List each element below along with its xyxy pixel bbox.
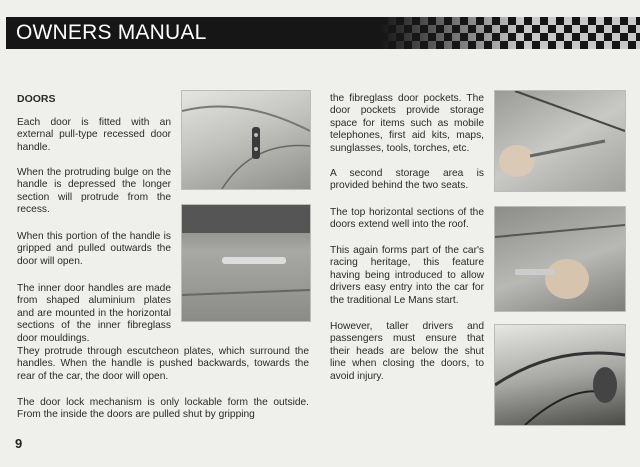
right-paragraph-4: This again forms part of the car's racing heritage, this feature having being introduced to allow drivers easy entry into the car for the traditional Le Mans start. xyxy=(330,245,484,306)
checkered-flag-pattern xyxy=(380,17,640,49)
left-paragraph-4-start: The inner door handles are made from shaped aluminium plates and are mounted in the horizontal sections of the inner fibreglass door mouldings. xyxy=(17,283,171,344)
right-paragraph-3: The top horizontal sections of the doors extend well into the roof. xyxy=(330,207,484,231)
right-paragraph-5: However, taller drivers and passengers must ensure that their heads are below the shut line when closing the doors, to avoid injury. xyxy=(330,321,484,382)
photo-door-pocket xyxy=(494,90,626,192)
photo-inner-door-handle xyxy=(181,204,311,322)
photo-exterior-door-handle xyxy=(181,90,311,190)
left-paragraph-1: Each door is fitted with an external pull-type recessed door handle. xyxy=(17,117,171,153)
right-paragraph-1: the fibreglass door pockets. The door pockets provide storage space for items such as mobile telephones, first aid kits, maps, sunglasses, tools, torches, etc. xyxy=(330,93,484,154)
page-number: 9 xyxy=(15,436,23,451)
header-bar xyxy=(6,17,640,49)
right-paragraph-2: A second storage area is provided behind the two seats. xyxy=(330,168,484,192)
page-title: OWNERS MANUAL xyxy=(16,21,207,44)
left-paragraph-5: They protrude through escutcheon plates, which surround the handles. When the handle is pushed backwards, towards the rear of the car, the door will open. xyxy=(17,346,309,382)
photo-open-door-roof xyxy=(494,324,626,426)
left-paragraph-6: The door lock mechanism is only lockable form the outside. From the inside the doors are pulled shut by gripping xyxy=(17,397,309,421)
photo-hand-on-handle xyxy=(494,206,626,312)
left-paragraph-3: When this portion of the handle is gripped and pulled outwards the door will open. xyxy=(17,231,171,267)
section-heading-doors: DOORS xyxy=(17,93,56,105)
left-paragraph-2: When the protruding bulge on the handle is depressed the longer section will protrude from the recess. xyxy=(17,167,171,216)
